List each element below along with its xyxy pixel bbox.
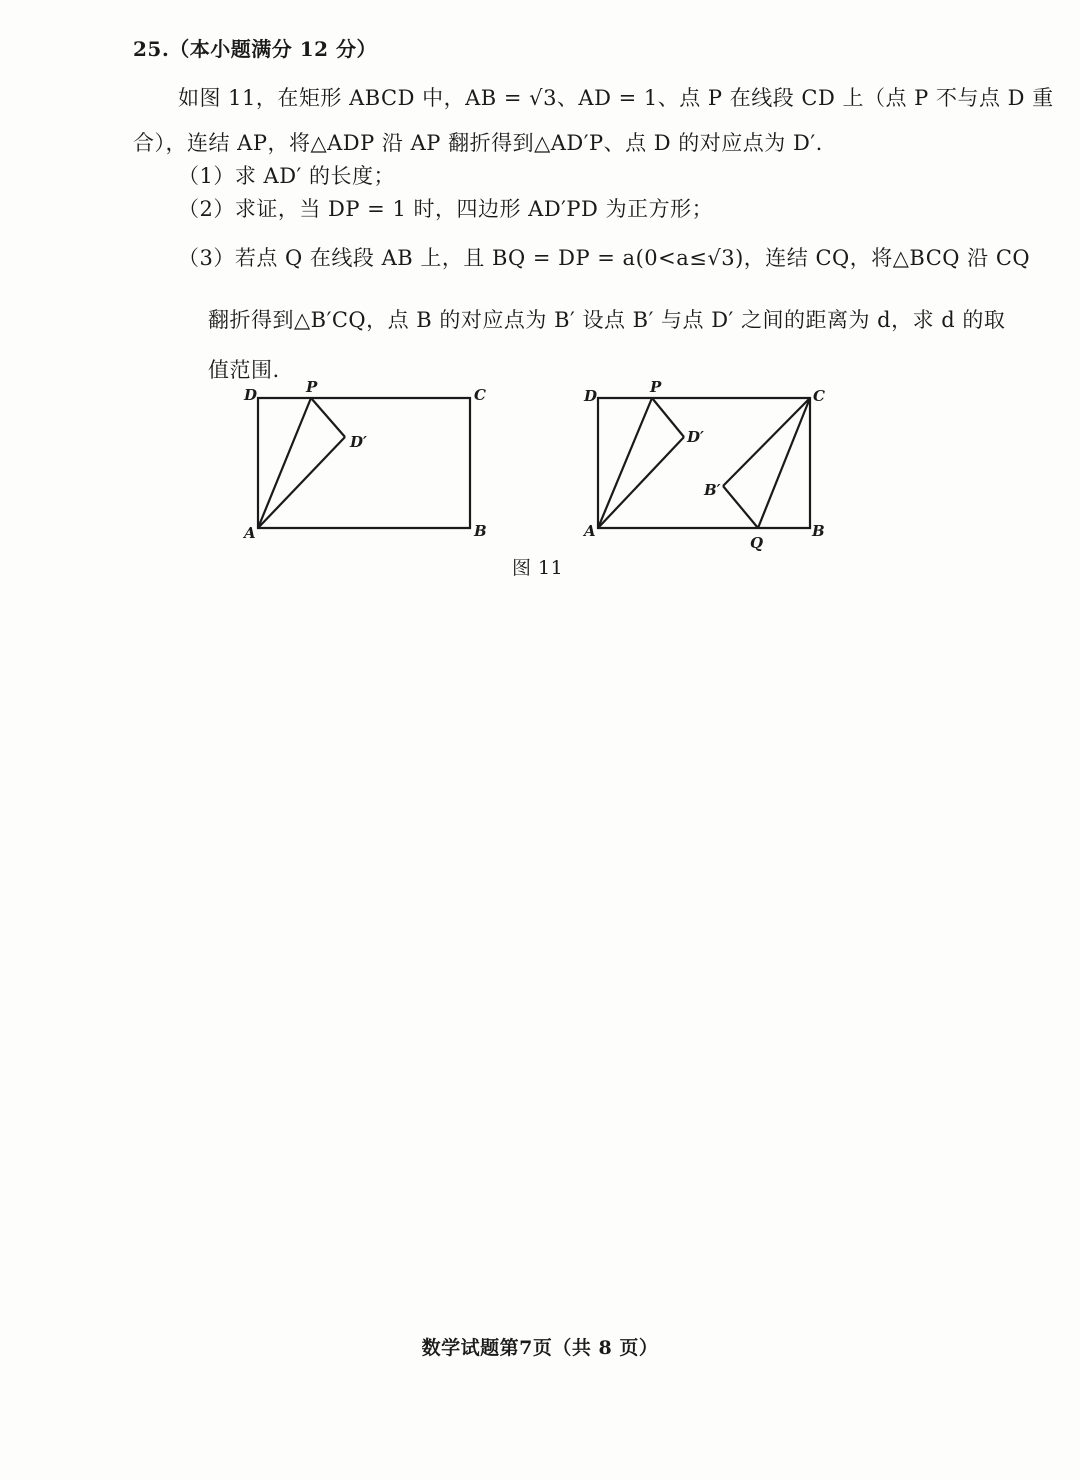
question-3-line-2: 翻折得到△B′CQ，点 B 的对应点为 B′ 设点 B′ 与点 D′ 之间的距离为 d，求 d 的取 [208, 308, 1006, 332]
right-segment-CQ [758, 398, 810, 528]
right-segment-ADprime [598, 437, 684, 528]
right-segment-AP [598, 398, 652, 528]
question-2: （2）求证，当 DP = 1 时，四边形 AD′PD 为正方形； [178, 197, 714, 221]
right-label-B-prime: B′ [704, 481, 721, 499]
left-rectangle [258, 398, 470, 528]
figure-caption: 图 11 [512, 557, 564, 579]
right-label-C: C [813, 387, 825, 405]
left-segment-ADprime [258, 437, 345, 528]
left-label-D: D [244, 386, 258, 404]
right-label-A: A [584, 522, 596, 540]
left-segment-AP [258, 398, 311, 528]
right-label-B: B [812, 522, 825, 540]
right-segment-CBprime [723, 398, 810, 486]
left-label-B: B [474, 522, 487, 540]
right-segment-BprimeQ [723, 486, 758, 528]
right-rectangle [598, 398, 810, 528]
question-1: （1）求 AD′ 的长度； [178, 164, 395, 188]
right-label-Q: Q [750, 534, 764, 552]
question-3-line-3: 值范围. [208, 358, 280, 382]
right-label-P: P [650, 378, 662, 396]
right-label-D: D [584, 387, 598, 405]
left-label-P: P [306, 378, 318, 396]
left-label-D-prime: D′ [350, 433, 367, 451]
right-label-D-prime: D′ [687, 428, 704, 446]
question-3-line-1: （3）若点 Q 在线段 AB 上，且 BQ = DP = a(0<a≤√3)，连结 CQ，将△BCQ 沿 CQ [178, 246, 1031, 270]
right-segment-PDprime [652, 398, 684, 437]
problem-intro-line-2: 合），连结 AP，将△ADP 沿 AP 翻折得到△AD′P、点 D 的对应点为 D′. [133, 131, 823, 155]
left-segment-PDprime [311, 398, 345, 437]
left-label-A: A [244, 524, 256, 542]
problem-heading: 25.（本小题满分 12 分） [133, 37, 378, 61]
left-label-C: C [474, 386, 486, 404]
page-footer: 数学试题第7页（共 8 页） [421, 1337, 659, 1359]
problem-intro-line-1: 如图 11，在矩形 ABCD 中，AB = √3、AD = 1、点 P 在线段 CD 上（点 P 不与点 D 重 [178, 86, 1054, 110]
